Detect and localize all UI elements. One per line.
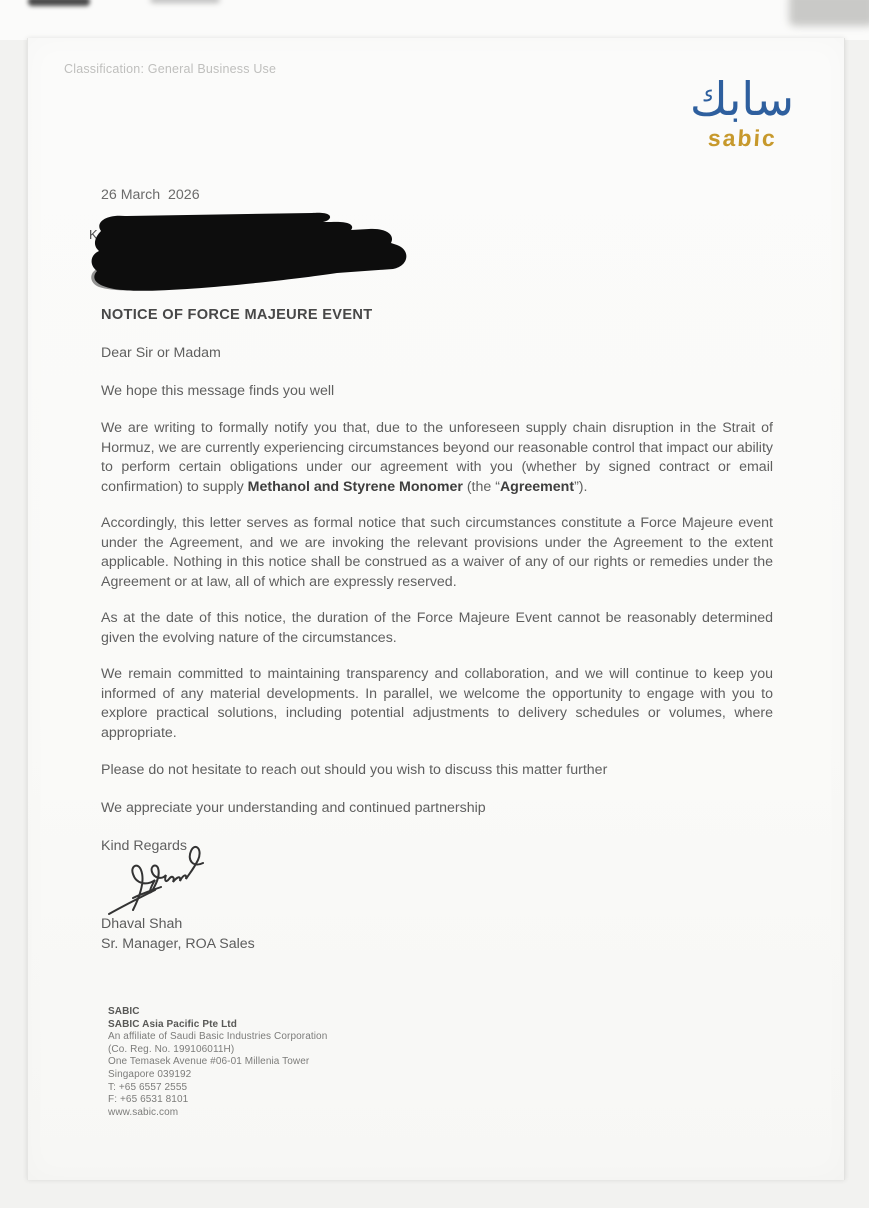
footer-affiliate-line: An affiliate of Saudi Basic Industries Corporation [108,1031,328,1043]
redaction-peek-letter: K [89,227,98,242]
photo-backdrop [0,0,869,40]
sabic-logo [690,74,794,150]
footer-city-line: Singapore 039192 [108,1068,192,1080]
photo-smudge-top-left [28,0,90,6]
paragraph-notification-mid: (the “ [462,478,500,495]
agreement-bold-text: Agreement [499,478,575,495]
footer-phone-line: T: +65 6557 2555 [108,1081,188,1093]
footer-address-line: One Temasek Avenue #06-01 Millenia Tower [108,1056,310,1068]
footer-fax-line: F: +65 6531 8101 [108,1094,189,1106]
classification-label: Classification: General Business Use [64,62,277,76]
paragraph-notification [101,419,773,497]
salutation: Dear Sir or Madam [101,345,221,361]
letter-date: 26 March 2026 [101,187,200,203]
paragraph-appreciation: We appreciate your understanding and continued partnership [101,800,486,816]
photo-smudge-top-middle [150,0,220,3]
footer-company-name: SABIC Asia Pacific Pte Ltd [108,1018,237,1030]
signer-title: Sr. Manager, ROA Sales [101,936,255,952]
paragraph-force-majeure-notice: Accordingly, this letter serves as formal notice that such circumstances constitute a Force Majeure event under the Agreement, and we are invoking the relevant provisions under the Agreement to the extent applicable. Nothing in this notice shall be construed as a waiver of any of our rights or remedies under the Agreement or at law, all of which are expressly reserved. [101,515,773,590]
letter-page [27,38,845,1180]
letter-subject-heading: NOTICE OF FORCE MAJEURE EVENT [101,307,373,323]
redaction-marker-blob [87,211,417,297]
footer-registration-line: (Co. Reg. No. 199106011H) [108,1043,235,1055]
sabic-arabic-wordmark: سابك [689,72,794,126]
paragraph-notification-end: ”). [574,478,588,495]
opening-line: We hope this message finds you well [101,383,335,399]
paragraph-contact: Please do not hesitate to reach out should you wish to discuss this matter further [101,762,608,778]
redacted-recipient-block [87,211,417,297]
signer-name: Dhaval Shah [101,916,183,932]
paragraph-commitment: We remain committed to maintaining transparency and collaboration, and we will continue to keep you informed of any material developments. In parallel, we welcome the opportunity to engage with you to explore practical solutions, including potential adjustments to delivery schedules or volumes, where appropriate. [101,666,773,741]
paragraph-duration: As at the date of this notice, the duration of the Force Majeure Event cannot be reasonably determined given the evolving nature of the circumstances. [101,610,773,646]
sabic-latin-wordmark: sabic [706,124,778,151]
products-bold-text: Methanol and Styrene Monomer [247,478,463,495]
photo-smudge-top-right [789,0,869,26]
company-footer-block [108,1006,327,1119]
letter-body [89,185,773,954]
footer-company-short: SABIC [108,1006,140,1017]
closing-line: Kind Regards [101,838,187,854]
footer-website-line: www.sabic.com [108,1106,179,1118]
paragraph-notification-text: We are writing to formally notify you that, due to the unforeseen supply chain disruption in the Strait of Hormuz, we are currently experiencing circumstances beyond our reasonable control that impact our ability to perform certain obligations under our agreement with you (whether by signed contract or email confirmation) to supply [101,420,773,495]
